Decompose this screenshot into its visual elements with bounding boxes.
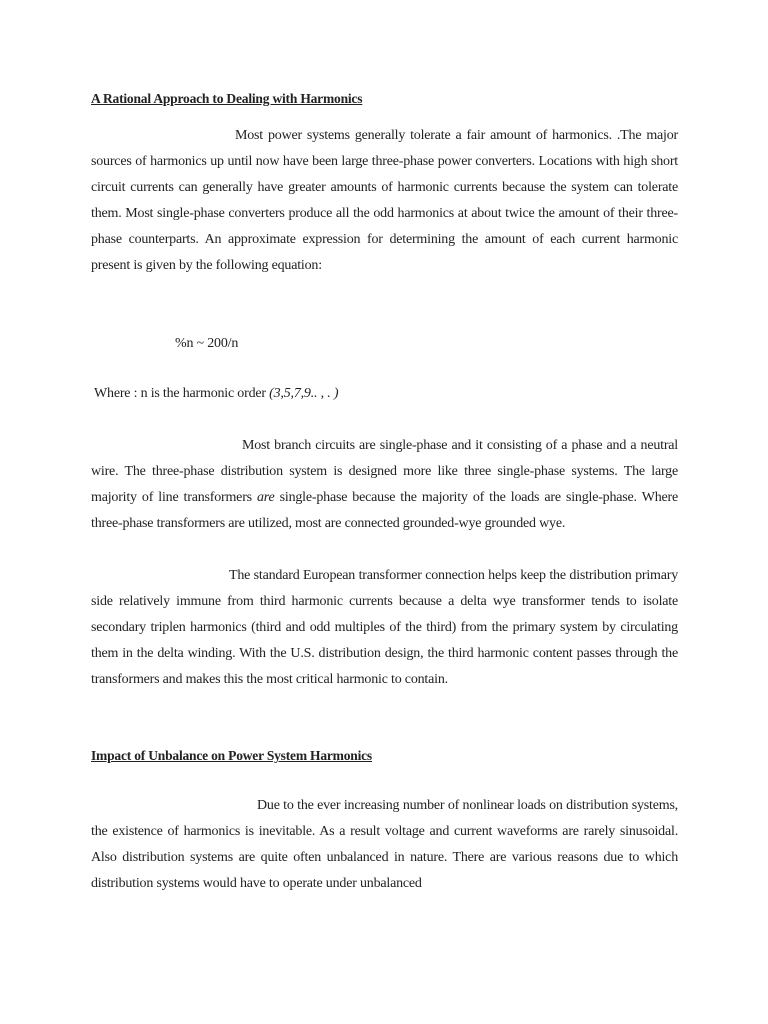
equation-where-note [94,381,338,407]
equation: %n ~ 200/n [175,336,239,351]
paragraph-branch-circuits [91,433,678,537]
paragraph-text: Due to the ever increasing number of nonlinear loads on distribution systems, the existence of harmonics is inevitable. As a result voltage and current waveforms are rarely sinusoidal. Also distribution systems are quite often unbalanced in nature. There are various reasons due to which distribution systems would have to operate under unbalanced [91,798,678,891]
paragraph-unbalance-intro [91,793,678,897]
paragraph-european-transformer [91,563,678,693]
section-heading-unbalance: Impact of Unbalance on Power System Harmonics [91,748,372,763]
paragraph-text: Most power systems generally tolerate a fair amount of harmonics. .The major sources of harmonics up until now have been large three-phase power converters. Locations with high short circuit currents can generally have greater amounts of harmonic currents because the system can tolerate them. Most single-phase converters produce all the odd harmonics at about twice the amount of their three-phase counterparts. An approximate expression for determining the amount of each current harmonic present is given by the following equation: [91,128,678,273]
paragraph-text: The standard European transformer connection helps keep the distribution primary side relatively immune from third harmonic currents because a delta wye transformer tends to isolate secondary triplen harmonics (third and odd multiples of the third) from the primary system by circulating them in the delta winding. With the U.S. distribution design, the third harmonic content passes through the transformers and makes this the most critical harmonic to contain. [91,568,678,687]
paragraph-text-part2: single-phase because the majority of the loads are single-phase. Where three-phase transformers are utilized, most are connected grounded-wye grounded wye. [91,490,678,531]
paragraph-text-part1: Most branch circuits are single-phase and it consisting of a phase and a neutral wire. The three-phase distribution system is designed more like three single-phase systems. The large majority of line transformers [91,438,678,505]
paragraph-emphasis: are [257,490,275,505]
where-text: Where : n is the harmonic order [94,386,270,401]
section-heading-harmonics: A Rational Approach to Dealing with Harmonics [91,91,363,106]
paragraph-harmonics-intro [91,123,678,279]
harmonic-orders: (3,5,7,9.. , . ) [269,386,339,401]
